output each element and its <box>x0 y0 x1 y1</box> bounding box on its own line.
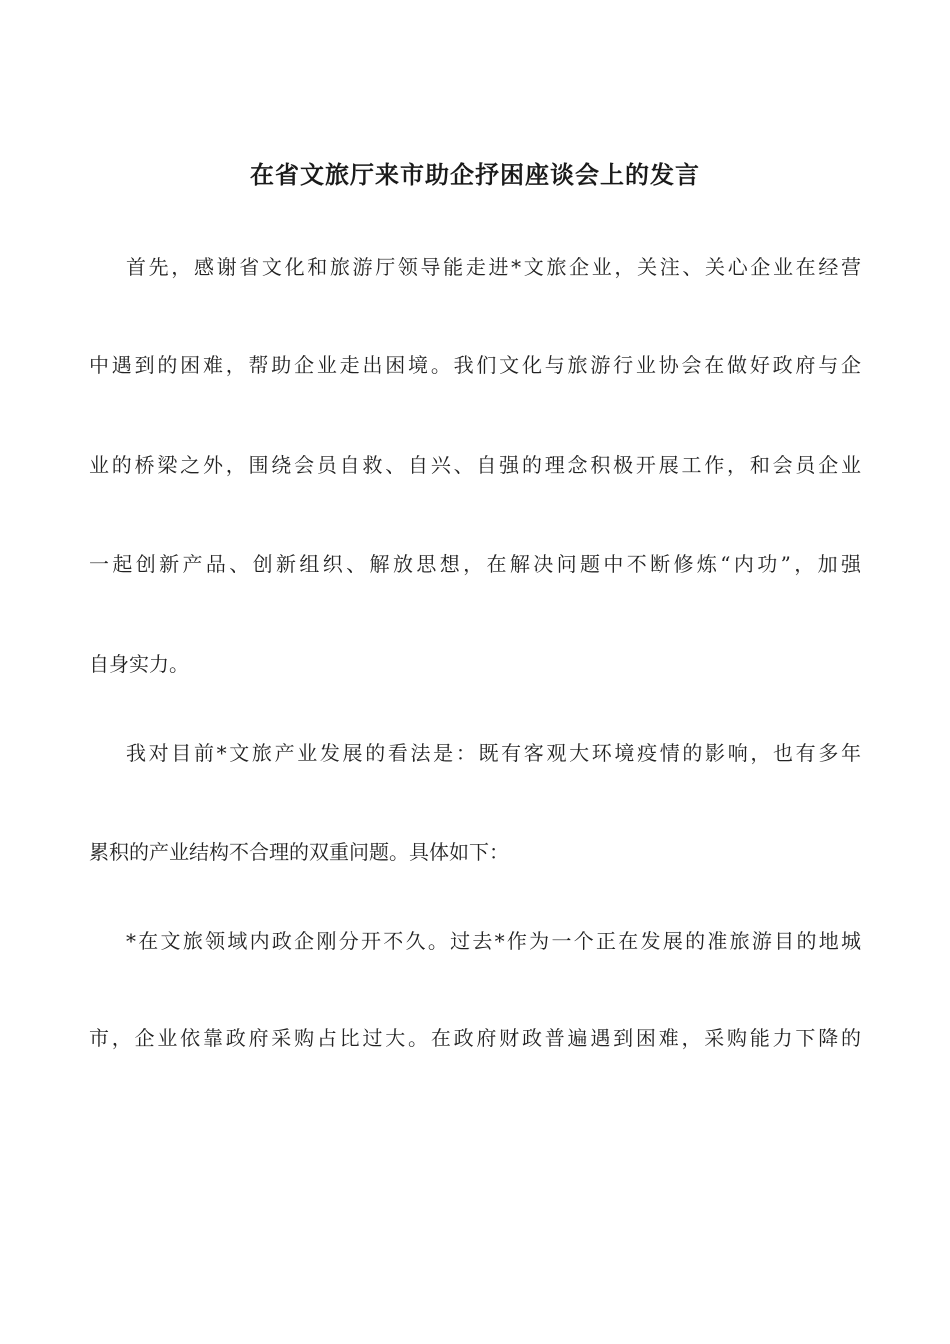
paragraph-1-line-4: 一起创新产品、创新组织、解放思想，在解决问题中不断修炼“内功”，加强 <box>89 552 861 576</box>
document-title: 在省文旅厅来市助企抒困座谈会上的发言 <box>250 160 700 189</box>
paragraph-1-line-1: 首先，感谢省文化和旅游厅领导能走进*文旅企业，关注、关心企业在经营 <box>126 255 861 279</box>
paragraph-2-line-2: 累积的产业结构不合理的双重问题。具体如下： <box>89 840 509 864</box>
paragraph-3-line-1: *在文旅领域内政企刚分开不久。过去*作为一个正在发展的准旅游目的地城 <box>126 929 861 953</box>
paragraph-3-line-2: 市，企业依靠政府采购占比过大。在政府财政普遍遇到困难，采购能力下降的 <box>89 1026 861 1050</box>
paragraph-1-line-2: 中遇到的困难，帮助企业走出困境。我们文化与旅游行业协会在做好政府与企 <box>89 353 861 377</box>
paragraph-1-line-3: 业的桥梁之外，围绕会员自救、自兴、自强的理念积极开展工作，和会员企业 <box>89 453 861 477</box>
paragraph-1-line-5: 自身实力。 <box>89 652 189 676</box>
paragraph-2-line-1: 我对目前*文旅产业发展的看法是：既有客观大环境疫情的影响，也有多年 <box>126 741 861 765</box>
